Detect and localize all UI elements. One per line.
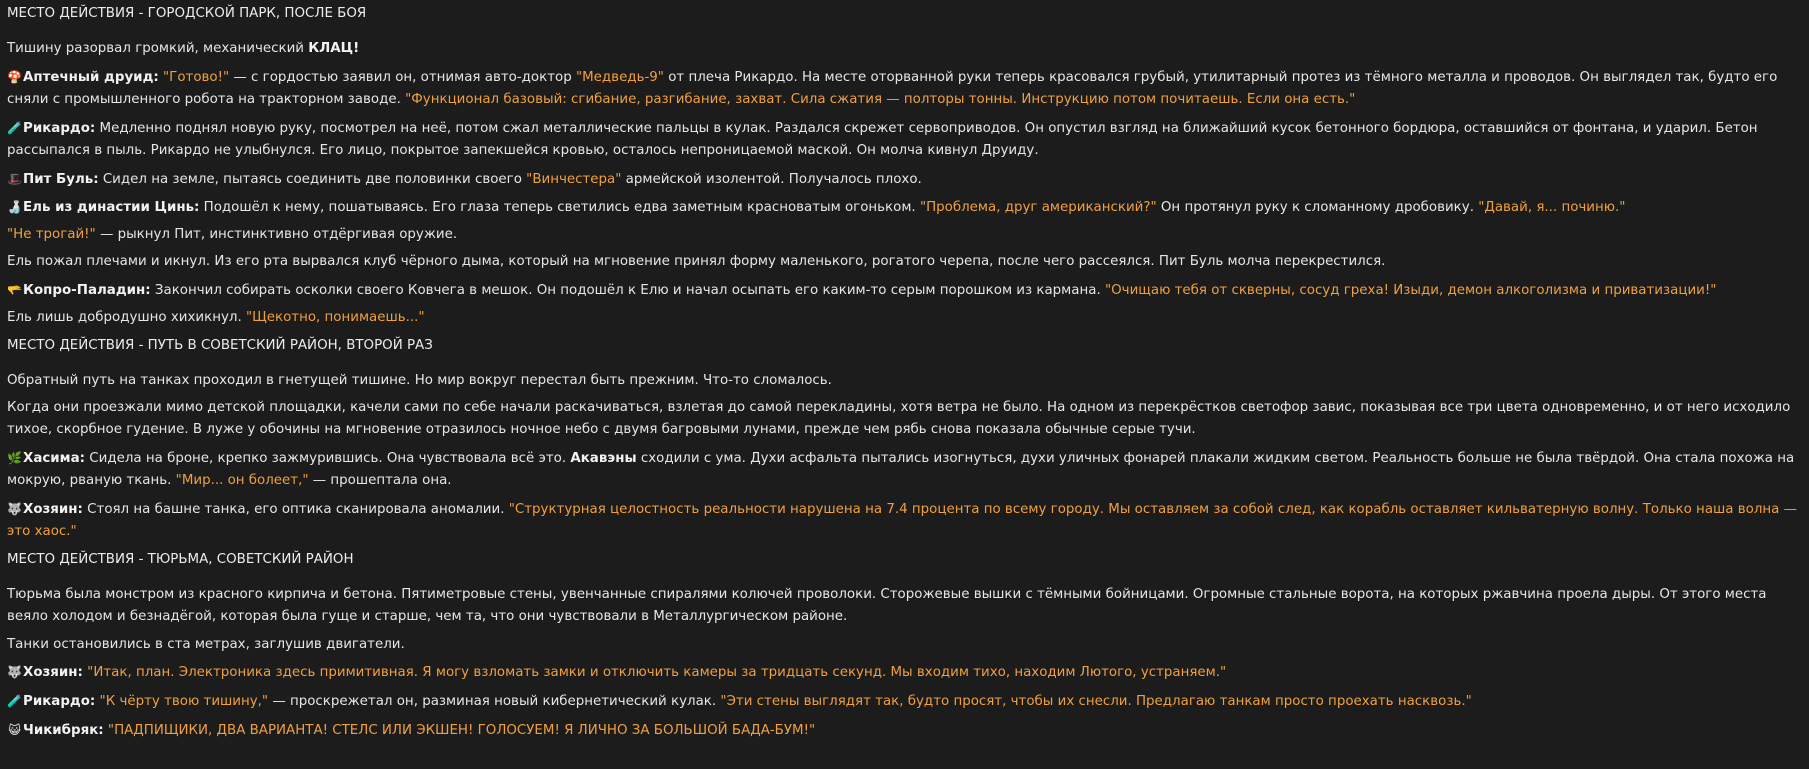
dialogue-yel: 🍶Ель из династии Цинь: Подошёл к нему, пошатываясь. Его глаза теперь светились едва заметным красноватым огоньком. "Проблема, друг американский?" Он протянул руку к сломанному дробовику. "Давай, я... починю." [7, 196, 1797, 219]
dialogue-druid: 🍄Аптечный друид: "Готово!" — с гордостью заявил он, отнимая авто-доктор "Медведь-9" от плеча Рикардо. На месте оторванной руки теперь красовался грубый, утилитарный протез из тёмного металла и проводов. Он выглядел так, будто его сняли с промышленного робота на тракторном заводе. "Функционал базовый: сгибание, разгибание, захват. Сила сжатия — полторы тонны. Инструкцию потом почитаешь. Если она есть." [7, 66, 1797, 111]
narration-paragraph: Обратный путь на танках проходил в гнетущей тишине. Но мир вокруг перестал быть прежним. Что-то сломалось. [7, 373, 832, 388]
narration-paragraph: Когда они проезжали мимо детской площадки, качели сами по себе начали раскачиваться, взлетая до самой перекладины, хотя ветра не было. На одном из перекрёстков светофор завис, показывая все три цвета одновременно, и от него исходило тихое, скорбное гудение. В луже у обочины на мгновение отразилось ночное небо с двумя багровыми лунами, прежде чем рябь снова показала обычные серые тучи. [7, 400, 1791, 437]
top-hat-icon: 🎩 [7, 172, 22, 186]
dialogue-chikibryak: 😺 Чикибряк: "ПАДПИЩИКИ, ДВА ВАРИАНТА! СТЕЛС ИЛИ ЭКШЕН! ГОЛОСУЕМ! Я ЛИЧНО ЗА БОЛЬШОЙ БАДА-БУМ!" [7, 719, 1797, 742]
speaker-name: Хозяин: [23, 502, 83, 517]
scene-heading: МЕСТО ДЕЙСТВИЯ - ТЮРЬМА, СОВЕТСКИЙ РАЙОН [7, 552, 354, 567]
speaker-name: Чикибряк: [23, 723, 104, 738]
narration-paragraph: Танки остановились в ста метрах, заглушив двигатели. [7, 637, 405, 652]
narration-paragraph: Тюрьма была монстром из красного кирпича и бетона. Пятиметровые стены, увенчанные спиралями колючей проволоки. Сторожевые вышки с тёмными бойницами. Огромные стальные ворота, на которых ржавчина проела дыры. От этого места веяло холодом и безнадёгой, которая была гуще и старше, чем та, что они чувствовали в Металлургическом районе. [7, 587, 1767, 624]
mushroom-icon: 🍄 [7, 70, 22, 84]
speaker-name: Копро-Паладин: [23, 283, 151, 298]
narration-paragraph: Ель лишь добродушно хихикнул. "Щекотно, понимаешь..." [7, 310, 425, 325]
speaker-name: Хасима: [23, 451, 86, 466]
speaker-name: Ель из династии Цинь: [23, 200, 200, 215]
scene-heading: МЕСТО ДЕЙСТВИЯ - ГОРОДСКОЙ ПАРК, ПОСЛЕ БОЯ [7, 6, 367, 21]
narration-paragraph: Ель пожал плечами и икнул. Из его рта вырвался клуб чёрного дыма, который на мгновение принял форму маленького, рогатого черепа, после чего рассеялся. Пит Буль молча перекрестился. [7, 254, 1386, 269]
dialogue-owner: 🐺Хозяин: Стоял на башне танка, его оптика сканировала аномалии. "Структурная целостность реальности нарушена на 7.4 процента по всему городу. Мы оставляем за собой след, как корабль оставляет кильватерную волну. Только наша волна — это хаос." [7, 498, 1797, 543]
wolf-icon: 🐺 [7, 502, 22, 516]
speaker-name: Аптечный друид: [23, 70, 159, 85]
dialogue-ricardo: 🧪Рикардо: Медленно поднял новую руку, посмотрел на неё, потом сжал металлические пальцы в кулак. Раздался скрежет сервоприводов. Он опустил взгляд на ближайший кусок бетонного бордюра, оставшийся от фонтана, и ударил. Бетон рассыпался в пыль. Рикардо не улыбнулся. Его лицо, покрытое запекшейся кровью, осталось непроницаемой маской. Он молча кивнул Друиду. [7, 117, 1797, 162]
dialogue-paladin: 🫳Копро-Паладин: Закончил собирать осколки своего Ковчега в мешок. Он подошёл к Елю и начал осыпать его каким-то серым порошком из кармана. "Очищаю тебя от скверны, сосуд греха! Изыди, демон алкоголизма и приватизации!" [7, 279, 1797, 302]
drink-icon: 🍶 [7, 200, 22, 214]
test-tube-icon: 🧪 [7, 694, 22, 708]
scene-heading: МЕСТО ДЕЙСТВИЯ - ПУТЬ В СОВЕТСКИЙ РАЙОН, ВТОРОЙ РАЗ [7, 338, 433, 353]
speaker-name: Рикардо: [23, 694, 96, 709]
speaker-name: Пит Буль: [23, 172, 99, 187]
cat-icon: 😺 [8, 723, 21, 737]
dialogue-ricardo: 🧪Рикардо: "К чёрту твою тишину," — проскрежетал он, разминая новый кибернетический кулак. "Эти стены выглядят так, будто просят, чтобы их снесли. Предлагаю танкам просто проехать насквозь." [7, 690, 1797, 713]
dialogue-owner: 🐺Хозяин: "Итак, план. Электроника здесь примитивная. Я могу взломать замки и отключить камеры за тридцать секунд. Мы входим тихо, находим Лютого, устраняем." [7, 661, 1797, 684]
herb-icon: 🌿 [7, 451, 22, 465]
speaker-name: Рикардо: [23, 121, 96, 136]
test-tube-icon: 🧪 [7, 121, 22, 135]
dialogue-pit-reply: "Не трогай!" — рыкнул Пит, инстинктивно отдёргивая оружие. [7, 227, 458, 242]
dialogue-pitbull: 🎩Пит Буль: Сидел на земле, пытаясь соединить две половинки своего "Винчестера" армейской изолентой. Получалось плохо. [7, 168, 1797, 191]
narration-paragraph: Тишину разорвал громкий, механический КЛАЦ! [7, 41, 360, 56]
hand-icon: 🫳 [7, 283, 22, 297]
wolf-icon: 🐺 [7, 665, 22, 679]
speaker-name: Хозяин: [23, 665, 83, 680]
emphasis-text: Акавэны [570, 451, 637, 466]
emphasis-text: КЛАЦ! [308, 41, 360, 56]
dialogue-khasima: 🌿Хасима: Сидела на броне, крепко зажмурившись. Она чувствовала всё это. Акавэны сходили с ума. Духи асфальта пытались изогнуться, духи уличных фонарей плакали жидким светом. Реальность больше не была твёрдой. Она стала похожа на мокрую, рваную ткань. "Мир... он болеет," — прошептала она. [7, 447, 1797, 492]
